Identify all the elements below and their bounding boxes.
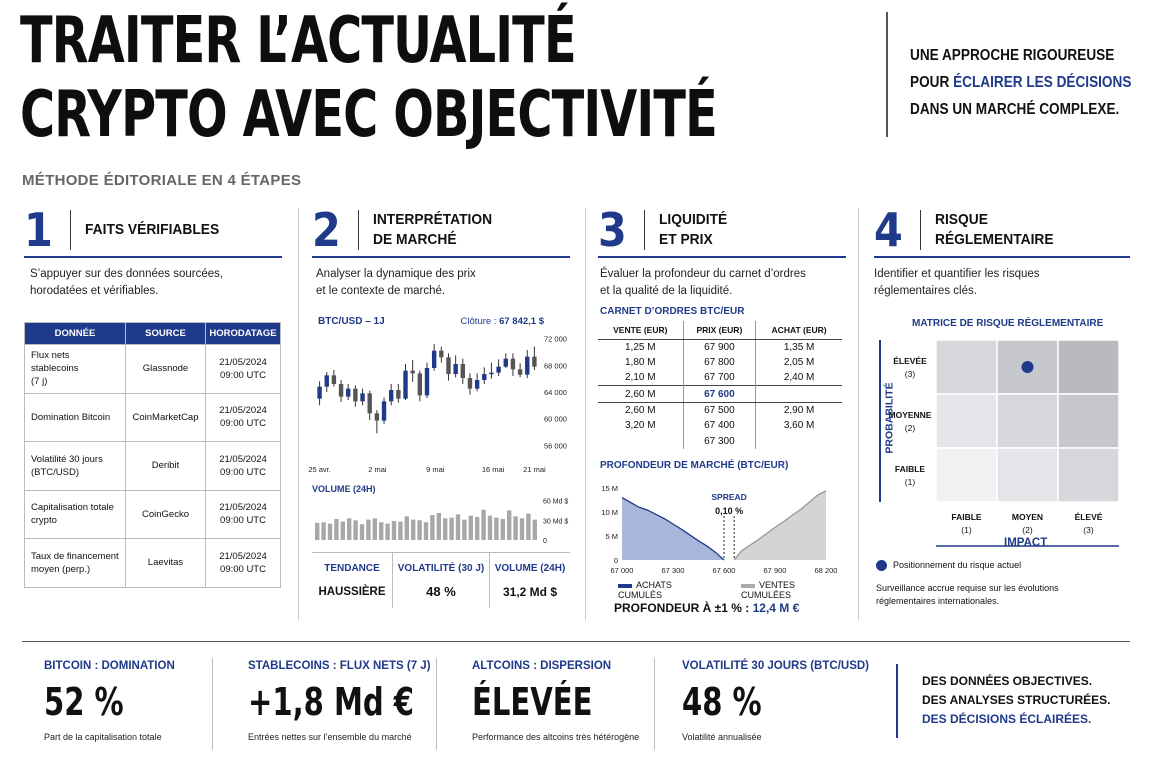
cell-source: CoinGecko [126, 490, 206, 539]
cell-data [25, 490, 126, 539]
volume-bar [443, 518, 447, 540]
tagline [886, 12, 1170, 137]
x-tick-label: 67 600 [712, 566, 736, 575]
candle-body [389, 390, 393, 401]
x-tick-label: 67 000 [610, 566, 634, 575]
candle-body [346, 389, 350, 397]
volume-bar [526, 514, 530, 540]
step-4-header [874, 203, 1130, 258]
y-tick-label: 68 000 [544, 361, 567, 371]
title-line: DE MARCHÉ [373, 231, 457, 248]
cell-line: 21/05/2024 [219, 356, 267, 368]
y-tick-label: 60 Md $ [543, 498, 569, 506]
legend-buy [618, 580, 717, 600]
candle-body [418, 373, 422, 395]
title-line: RÉGLEMENTAIRE [935, 231, 1054, 248]
table-header: VENTE (EUR) [598, 321, 683, 339]
volume-bar [501, 519, 505, 540]
kpi-bitcoin [44, 660, 175, 742]
y-tick-label: 10 M [601, 508, 618, 517]
col-level: (3) [1083, 525, 1094, 535]
volume-bar [366, 520, 370, 540]
stat-label: VOLATILITÉ (30 J) [397, 563, 485, 574]
candle-body [468, 378, 472, 389]
candle-body [453, 364, 457, 374]
cell-line: 09:00 UTC [220, 515, 266, 527]
candle-body [317, 387, 321, 399]
cell-line: crypto [31, 515, 57, 527]
cell-line: 21/05/2024 [219, 453, 267, 465]
volume-bar [353, 520, 357, 540]
step-4-section [874, 203, 1130, 620]
cell-data [25, 442, 126, 491]
desc-line: horodatées et vérifiables. [30, 285, 159, 297]
stat-value: 31,2 Md $ [502, 585, 558, 599]
legend-label: Positionnement du risque actuel [893, 560, 1022, 570]
step-1-section [24, 203, 282, 620]
kpi-value: ÉLEVÉE [472, 680, 593, 724]
y-tick-label: 15 M [601, 484, 618, 493]
step-2-description [316, 266, 570, 300]
volume-bar [315, 523, 319, 540]
depth-value: 12,4 M € [752, 601, 800, 615]
candle-body [489, 373, 493, 375]
tagline-line-3: DANS UN MARCHÉ COMPLEXE. [910, 101, 1120, 118]
kpi-divider [654, 658, 655, 750]
x-tick-label: 67 300 [661, 566, 685, 575]
column-divider [298, 208, 299, 620]
title-line: ET PRIX [659, 231, 713, 248]
stat-label: VOLUME (24H) [494, 563, 566, 574]
book-row [598, 355, 842, 371]
step-1-title: FAITS VÉRIFIABLES [85, 221, 220, 238]
tagline-highlight: ÉCLAIRER LES DÉCISIONS [953, 74, 1132, 91]
candle-body [532, 357, 536, 367]
candle-body [375, 413, 379, 420]
x-tick-label: 68 200 [814, 566, 838, 575]
table-row [25, 539, 281, 588]
volume-bar [462, 520, 466, 540]
desc-line: et le contexte de marché. [316, 285, 446, 297]
volume-bar [488, 516, 492, 540]
close-label: Clôture : [460, 316, 500, 327]
order-book-table [598, 321, 842, 449]
book-cell: 3,20 M [598, 418, 683, 434]
volume-bar [334, 519, 338, 540]
candle-body [368, 393, 372, 413]
col-label: FAIBLE [951, 512, 982, 522]
stat-trend [312, 553, 393, 608]
cell-data [25, 393, 126, 442]
table-row [25, 393, 281, 442]
candle-body [425, 368, 429, 395]
row-level: (3) [904, 369, 916, 379]
legend-swatch [618, 584, 632, 588]
volume-bar [373, 518, 377, 540]
book-cell: 67 700 [683, 370, 756, 386]
cell-line: Flux nets stablecoins [31, 350, 79, 375]
risk-dot-icon [876, 560, 887, 571]
volume-bar [520, 518, 524, 540]
y-tick-label: 0 [613, 556, 618, 565]
cell-line: Capitalisation totale [31, 502, 114, 514]
candle-body [353, 389, 357, 402]
spread-value: 0,10 % [715, 506, 744, 516]
volume-bar [405, 516, 409, 540]
close-value: 67 842,1 $ [499, 316, 544, 327]
step-divider [920, 210, 921, 250]
kpi-desc: Volatilité annualisée [682, 732, 762, 742]
cell-line: (BTC/USD) [31, 466, 80, 478]
book-cell: 2,60 M [598, 403, 683, 419]
kpi-desc: Entrées nettes sur l’ensemble du marché [248, 732, 412, 742]
row-label: MOYENNE [888, 410, 932, 420]
closing-line: DES DÉCISIONS ÉCLAIRÉES. [922, 712, 1092, 726]
kpi-volatility [682, 660, 869, 742]
step-2-title [373, 210, 492, 250]
cell-line: Domination Bitcoin [31, 411, 111, 423]
method-label: MÉTHODE ÉDITORIALE EN 4 ÉTAPES [22, 172, 302, 189]
cell-line: Taux de financement [31, 550, 119, 562]
table-row [25, 490, 281, 539]
candle-body [475, 380, 479, 389]
step-4-description [874, 266, 1130, 300]
desc-line: Identifier et quantifier les risques [874, 268, 1040, 280]
x-tick-label: 16 mai [481, 465, 505, 474]
y-tick-label: 0 [543, 538, 547, 545]
matrix-legend [876, 560, 1021, 571]
depth-label: PROFONDEUR À ±1 % : [614, 601, 753, 615]
kpi-stablecoins [248, 660, 443, 742]
stat-label: TENDANCE [324, 563, 380, 574]
legend-sell [741, 580, 846, 600]
candle-body [382, 401, 386, 420]
step-3-title [659, 210, 727, 250]
stat-value: HAUSSIÈRE [318, 586, 386, 598]
tagline-line-1: UNE APPROCHE RIGOUREUSE [910, 47, 1115, 64]
volume-title: VOLUME (24H) [312, 484, 376, 494]
desc-line: Analyser la dynamique des prix [316, 268, 476, 280]
candle-body [511, 359, 515, 370]
table-header: PRIX (EUR) [683, 321, 756, 339]
depth-chart [598, 478, 846, 578]
cell-line: 09:00 UTC [220, 369, 266, 381]
depth-legend [618, 580, 846, 600]
stat-value: 48 % [426, 584, 456, 599]
volume-bar [341, 522, 345, 540]
x-tick-label: 25 avr. [308, 465, 331, 474]
book-cell: 3,60 M [783, 420, 815, 432]
row-level: (2) [904, 423, 916, 433]
kpi-value: +1,8 Md € [248, 680, 415, 724]
row-level: (1) [904, 477, 916, 487]
candle-body [410, 371, 414, 374]
step-divider [358, 210, 359, 250]
book-cell: 1,35 M [783, 341, 815, 353]
book-cell: 67 400 [683, 418, 756, 434]
table-header: HORODATAGE [206, 323, 281, 345]
closing-statement [896, 664, 1110, 738]
volume-bar [417, 520, 421, 540]
volume-bar [379, 522, 383, 540]
legend-label: ACHATS CUMULÉS [618, 580, 672, 600]
kpi-desc: Part de la capitalisation totale [44, 732, 162, 742]
legend-label: VENTES CUMULÉES [740, 580, 795, 600]
book-cell [598, 434, 683, 450]
row-label: FAIBLE [894, 464, 926, 474]
candle-body [525, 357, 529, 375]
step-2-header [312, 203, 570, 258]
book-cell: 2,40 M [783, 372, 815, 383]
candle-body [446, 357, 450, 374]
sources-table [24, 322, 281, 588]
step-3-description [600, 266, 846, 300]
book-cell: 1,25 M [598, 339, 683, 355]
desc-line: Évaluer la profondeur du carnet d’ordres [600, 268, 806, 280]
x-tick-label: 21 mai [523, 465, 546, 474]
volume-bar [411, 520, 415, 540]
stats-row [312, 552, 570, 608]
close-price [461, 316, 545, 327]
step-1-description [30, 266, 282, 300]
candle-body [403, 371, 407, 399]
candle-body [339, 384, 343, 397]
cell-timestamp [206, 345, 281, 394]
y-axis-label: PROBABILITÉ [883, 382, 896, 454]
kpi-value: 48 % [682, 680, 762, 724]
kpi-divider [212, 658, 213, 750]
candle-body [396, 390, 400, 399]
table-row [25, 442, 281, 491]
volume-bar [424, 522, 428, 540]
book-cell [756, 434, 842, 450]
book-cell: 67 800 [683, 355, 756, 371]
title-line: RISQUE [935, 211, 988, 228]
y-tick-label: 60 000 [544, 414, 567, 424]
tagline-prefix: POUR [910, 74, 954, 91]
desc-line: S’appuyer sur des données sourcées, [30, 268, 224, 280]
matrix-note [876, 582, 1059, 608]
volume-bar [360, 524, 364, 540]
volume-bar [456, 514, 460, 540]
book-cell: 2,05 M [783, 356, 815, 368]
step-1-number: 1 [24, 203, 53, 257]
cell-line: 21/05/2024 [219, 405, 267, 417]
volume-bar [513, 516, 517, 540]
step-3-header [598, 203, 846, 258]
cell-source: Deribit [126, 442, 206, 491]
cell-data [25, 539, 126, 588]
volume-bar [533, 520, 537, 540]
book-cell: 2,60 M [598, 386, 683, 403]
kpi-divider [436, 658, 437, 750]
cell-data [25, 345, 126, 394]
y-tick-label: 64 000 [544, 388, 567, 397]
risk-matrix-labels [874, 312, 1130, 552]
volume-bar [437, 513, 441, 540]
candle-body [504, 359, 508, 367]
stat-volatility [393, 553, 490, 608]
desc-line: réglementaires clés. [874, 285, 977, 297]
book-cell: 67 500 [683, 403, 756, 419]
candle-body [439, 351, 443, 358]
page-title [20, 4, 717, 152]
book-row [598, 386, 842, 403]
desc-line: et la qualité de la liquidité. [600, 285, 733, 297]
candle-body [482, 374, 486, 380]
title-line-1: TRAITER L’ACTUALITÉ [20, 4, 576, 78]
book-cell: 67 600 [683, 386, 756, 403]
kpi-desc: Performance des altcoins très hétérogène [472, 732, 640, 742]
x-tick-label: 9 mai [426, 465, 445, 474]
note-line: réglementaires internationales. [876, 596, 1000, 606]
price-chart [308, 312, 570, 482]
x-tick-label: 67 900 [763, 566, 787, 575]
table-row [25, 345, 281, 394]
y-tick-label: 56 000 [544, 441, 567, 451]
row-label: ÉLEVÉE [893, 356, 927, 366]
volume-bar [475, 517, 479, 540]
stat-volume [490, 553, 570, 608]
cell-line: Volatilité 30 jours [31, 453, 103, 465]
col-level: (2) [1022, 525, 1033, 535]
y-tick-label: 30 Md $ [543, 518, 569, 526]
order-book-title: CARNET D’ORDRES BTC/EUR [600, 306, 745, 317]
cell-source: Glassnode [126, 345, 206, 394]
table-header: SOURCE [126, 323, 206, 345]
step-divider [644, 210, 645, 250]
cell-line: 09:00 UTC [220, 418, 266, 430]
candle-body [432, 351, 436, 368]
note-line: Surveillance accrue requise sur les évolutions [876, 583, 1059, 593]
column-divider [858, 208, 859, 620]
depth-summary [614, 601, 799, 615]
spread-label: SPREAD [711, 492, 747, 502]
x-tick-label: 2 mai [368, 465, 387, 474]
title-line-2: CRYPTO AVEC OBJECTIVITÉ [20, 78, 717, 152]
book-cell: 67 300 [683, 434, 756, 450]
sell-area [734, 491, 826, 560]
kpi-altcoins [472, 660, 639, 742]
step-2-number: 2 [312, 203, 341, 257]
cell-source: Laevitas [126, 539, 206, 588]
table-header: DONNÉE [25, 323, 126, 345]
bottom-divider [22, 641, 1130, 642]
col-label: MOYEN [1011, 512, 1044, 522]
candle-body [518, 369, 522, 374]
cell-timestamp [206, 393, 281, 442]
kpi-label: STABLECOINS : FLUX NETS (7 J) [248, 660, 431, 672]
step-3-number: 3 [598, 203, 627, 257]
y-tick-label: 72 000 [544, 334, 567, 344]
candle-body [461, 364, 465, 378]
volume-bar [449, 518, 453, 540]
book-cell [756, 386, 842, 403]
book-row [598, 434, 842, 450]
cell-line: 21/05/2024 [219, 502, 267, 514]
volume-bar [481, 510, 485, 540]
kpi-label: VOLATILITÉ 30 JOURS (BTC/USD) [682, 660, 869, 672]
step-2-section [308, 203, 570, 620]
cell-timestamp [206, 442, 281, 491]
volume-bar [469, 516, 473, 540]
step-divider [70, 210, 71, 250]
step-4-title [935, 210, 1054, 250]
cell-line: 21/05/2024 [219, 550, 267, 562]
volume-bar [321, 522, 325, 540]
cell-line: moyen (perp.) [31, 563, 91, 575]
depth-title: PROFONDEUR DE MARCHÉ (BTC/EUR) [600, 460, 789, 471]
book-cell: 1,80 M [598, 355, 683, 371]
book-row [598, 418, 842, 434]
cell-timestamp [206, 539, 281, 588]
book-cell: 2,90 M [783, 405, 815, 416]
title-line: INTERPRÉTATION [373, 211, 493, 228]
kpi-label: ALTCOINS : DISPERSION [472, 660, 612, 672]
volume-bar [398, 522, 402, 540]
candle-body [360, 393, 364, 401]
cell-line: (7 j) [31, 376, 48, 388]
column-divider [585, 208, 586, 620]
candle-body [496, 367, 500, 373]
step-4-number: 4 [874, 203, 903, 257]
step-1-header [24, 203, 282, 258]
volume-bar [392, 521, 396, 540]
cell-line: 09:00 UTC [220, 563, 266, 575]
book-row [598, 403, 842, 419]
book-row [598, 370, 842, 386]
tagline-line-2 [910, 69, 1131, 96]
cell-source: CoinMarketCap [126, 393, 206, 442]
y-tick-label: 5 M [605, 532, 618, 541]
book-cell: 2,10 M [598, 370, 683, 386]
closing-line: DES DONNÉES OBJECTIVES. [922, 674, 1093, 688]
cell-line: 09:00 UTC [220, 466, 266, 478]
volume-bar [328, 524, 332, 540]
table-header: ACHAT (EUR) [756, 321, 842, 339]
volume-bar [385, 524, 389, 540]
col-label: ÉLEVÉ [1074, 512, 1103, 522]
cell-timestamp [206, 490, 281, 539]
closing-line: DES ANALYSES STRUCTURÉES. [922, 693, 1111, 707]
candle-body [325, 375, 329, 386]
kpi-label: BITCOIN : DOMINATION [44, 660, 175, 672]
volume-bar [347, 518, 351, 540]
col-level: (1) [961, 525, 972, 535]
volume-bar [507, 510, 511, 540]
step-3-section [598, 203, 846, 620]
x-axis-label: IMPACT [1004, 537, 1048, 549]
title-line: LIQUIDITÉ [659, 211, 728, 228]
chart-pair-label: BTC/USD – 1J [318, 316, 385, 327]
book-cell: 67 900 [683, 339, 756, 355]
book-row [598, 339, 842, 355]
volume-chart [312, 480, 570, 546]
candle-body [332, 375, 336, 384]
volume-bar [430, 515, 434, 540]
volume-bar [494, 518, 498, 540]
legend-swatch [741, 584, 755, 588]
kpi-value: 52 % [44, 680, 124, 724]
matrix-title: MATRICE DE RISQUE RÉGLEMENTAIRE [912, 318, 1104, 329]
